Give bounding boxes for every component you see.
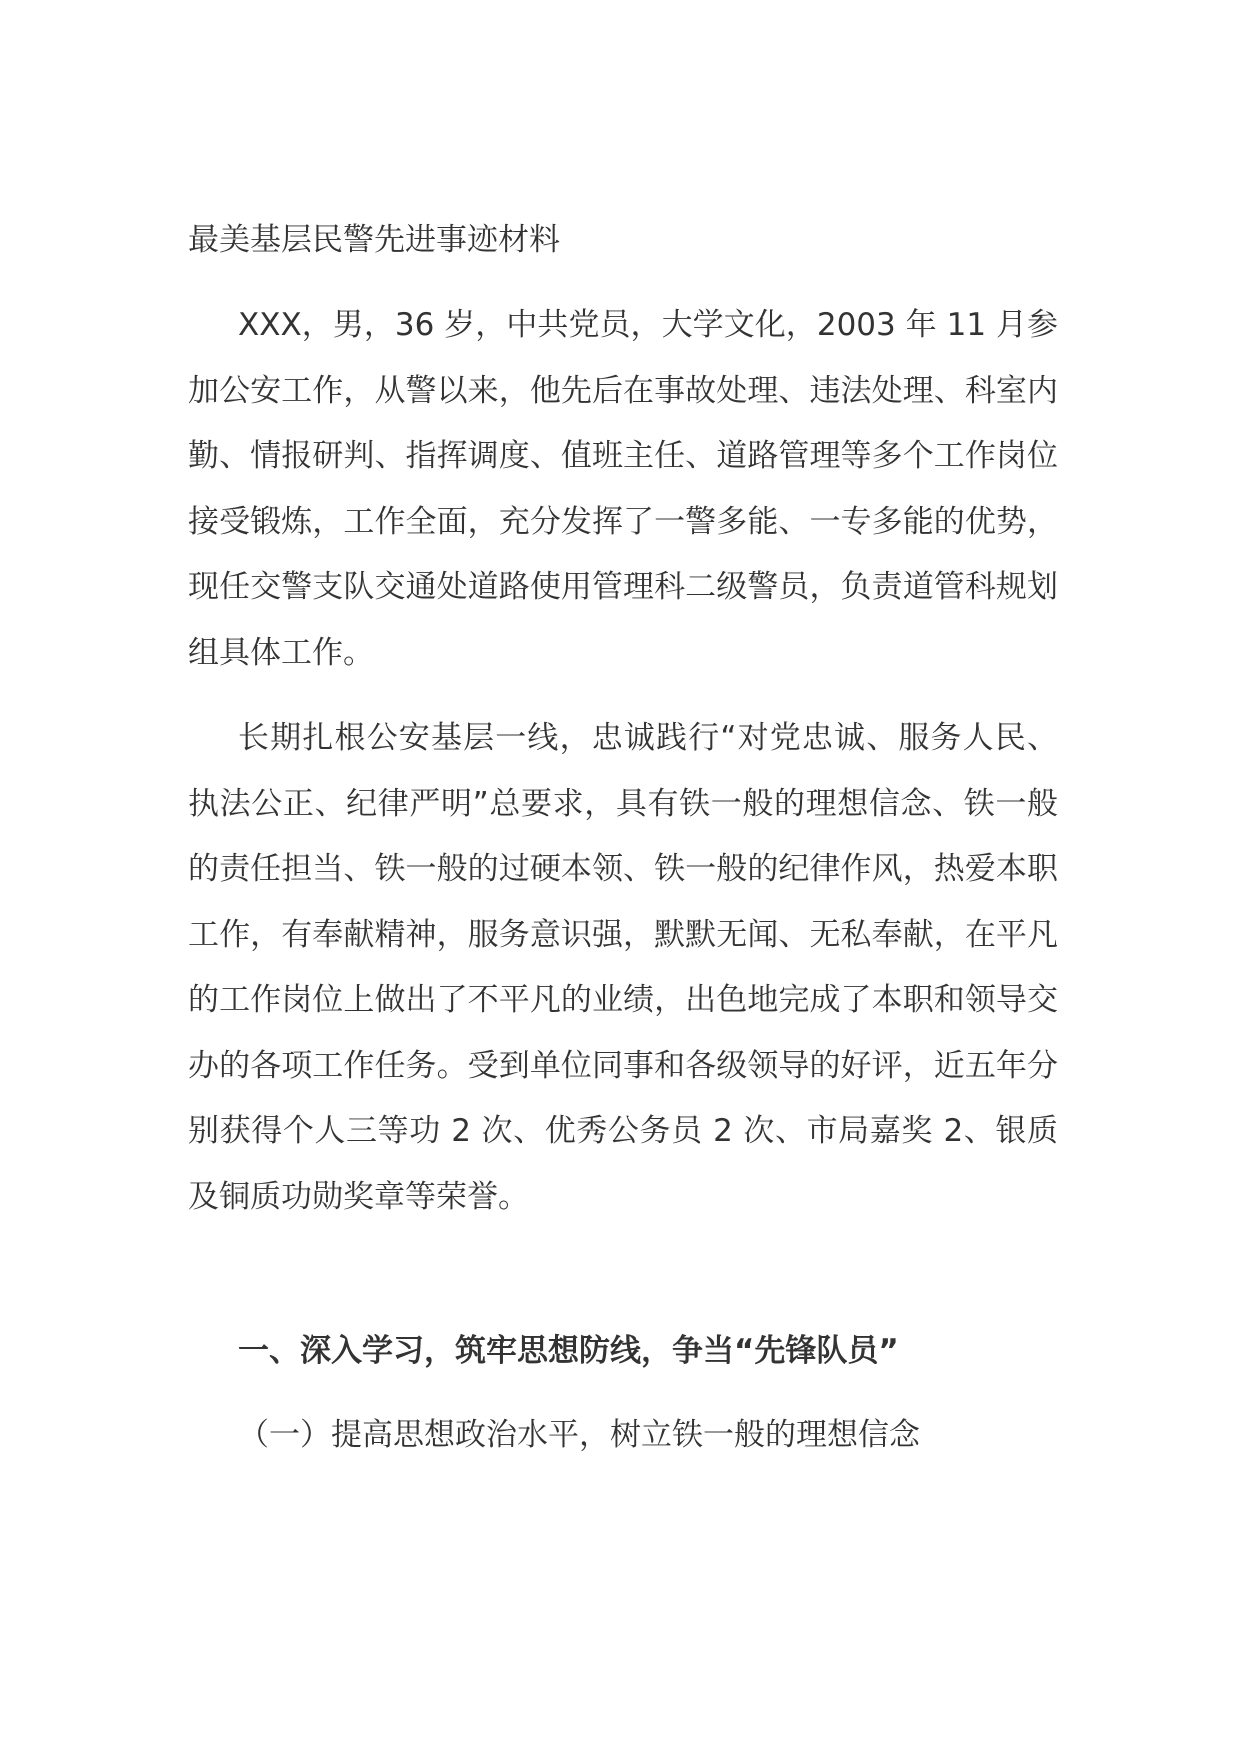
section-heading: 一、深入学习，筑牢思想防线，争当“先锋队员” — [238, 1333, 899, 1369]
document-title: 最美基层民警先进事迹材料 — [188, 222, 560, 258]
paragraph-achievements: 长期扎根公安基层一线，忠诚践行“对党忠诚、服务人民、执法公正、纪律严明”总要求，具有铁一般的理想信念、铁一般的责任担当、铁一般的过硬本领、铁一般的纪律作风，热爱本职工作，有奉献精神，服务意识强，默默无闻、无私奉献，在平凡的工作岗位上做出了不平凡的业绩，出色地完成了本职和领导交办的各项工作任务。受到单位同事和各级领导的好评，近五年分别获得个人三等功 2 次、优秀公务员 2 次、市局嘉奖 2、银质及铜质功勋奖章等荣誉。 — [188, 720, 1058, 1215]
subsection-heading: （一）提高思想政治水平，树立铁一般的理想信念 — [238, 1417, 920, 1453]
paragraph-profile: XXX，男，36 岁，中共党员，大学文化，2003 年 11 月参加公安工作，从警以来，他先后在事故处理、违法处理、科室内勤、情报研判、指挥调度、值班主任、道路管理等多个工作岗位接受锻炼，工作全面，充分发挥了一警多能、一专多能的优势，现任交警支队交通处道路使用管理科二级警员，负责道管科规划组具体工作。 — [188, 307, 1058, 671]
